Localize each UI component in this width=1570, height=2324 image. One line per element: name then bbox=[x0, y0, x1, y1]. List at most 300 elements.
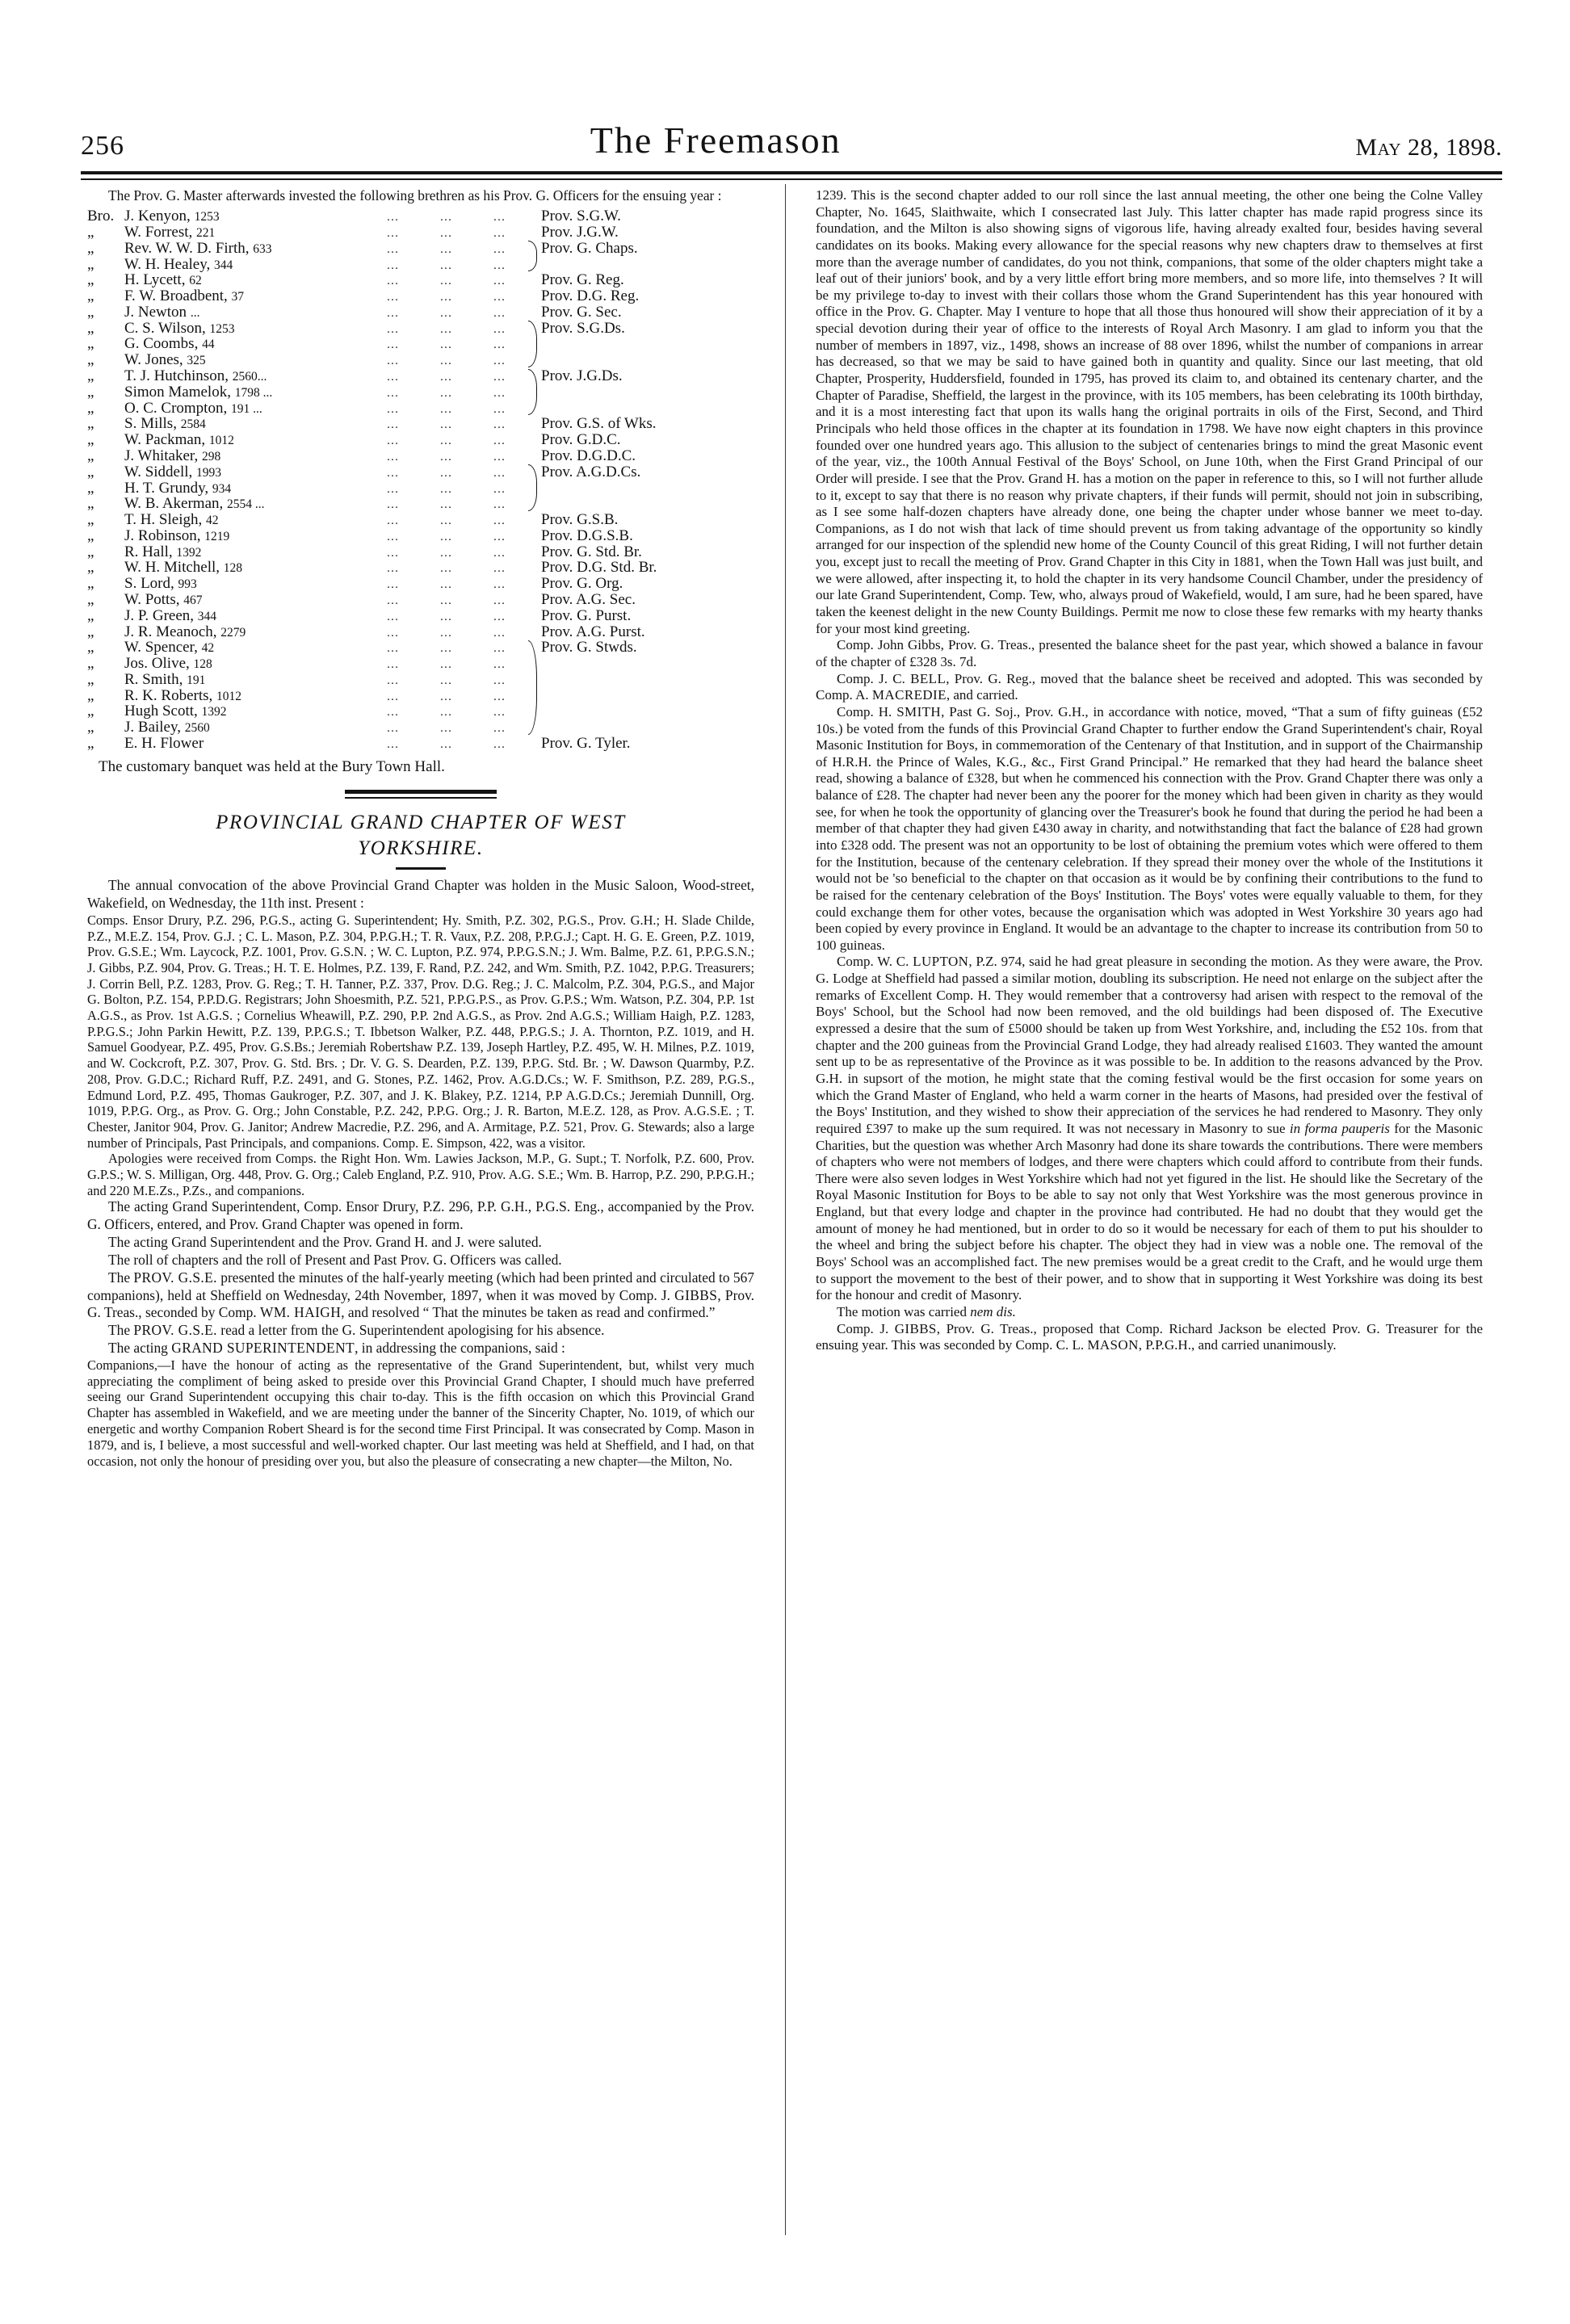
roster-prefix: „ bbox=[87, 447, 94, 464]
roster-row bbox=[87, 736, 754, 752]
roster-name: T. H. Sleigh, 42 bbox=[124, 511, 219, 529]
roster-office: Prov. D.G. Reg. bbox=[541, 287, 640, 305]
roster-leader: … bbox=[493, 322, 507, 336]
roster-prefix: „ bbox=[87, 655, 94, 673]
roster-lodge-number: 2584 bbox=[180, 417, 206, 432]
roster-leader: … bbox=[386, 371, 401, 384]
roster-leader: … bbox=[493, 258, 507, 272]
roster-name: W. Potts, 467 bbox=[124, 590, 203, 608]
roster-office: Prov. S.G.W. bbox=[541, 208, 621, 225]
roster-brace-slot bbox=[527, 272, 541, 288]
latin-phrase: in forma pauperis bbox=[1289, 1120, 1390, 1136]
curly-brace-icon bbox=[528, 464, 537, 510]
roster-prefix: „ bbox=[87, 543, 94, 560]
roster-prefix: „ bbox=[87, 479, 94, 497]
roster-row bbox=[87, 464, 754, 480]
paragraph-balance-sheet: Comp. John Gibbs, Prov. G. Treas., presented the balance sheet for the past year, which showed a balance in favour of the chapter of £328 3s. 7d. bbox=[816, 637, 1483, 669]
roster-leader: … bbox=[386, 418, 401, 432]
roster-leader: … bbox=[493, 722, 507, 736]
speaker-name: MASON bbox=[1087, 1337, 1139, 1353]
roster-group-office: Prov. A.G.D.Cs. bbox=[541, 463, 641, 480]
paragraph-motion-carried: The motion was carried nem dis. bbox=[837, 1303, 1016, 1319]
roster-leader: … bbox=[439, 291, 454, 304]
roster-lodge-number: 62 bbox=[189, 274, 202, 288]
roster-brace-slot bbox=[527, 288, 541, 304]
paragraph-roll-call: The roll of chapters and the roll of Present and Past Prov. G. Officers was called. bbox=[108, 1251, 562, 1268]
masthead bbox=[81, 97, 1502, 162]
roster-row bbox=[87, 304, 754, 321]
roster-leader: … bbox=[386, 642, 401, 656]
roster-leader: … bbox=[493, 562, 507, 576]
roster-brace-slot bbox=[527, 416, 541, 432]
roster-leader: … bbox=[386, 738, 401, 752]
roster-leader: … bbox=[439, 211, 454, 224]
roster-prefix: „ bbox=[87, 239, 94, 257]
roster-name: W. H. Healey, 344 bbox=[124, 255, 233, 273]
paragraph-smith-motion: Comp. H. SMITH, Past G. Soj., Prov. G.H., in accordance with notice, moved, “That a sum of fifty guineas (£52 10s.) be voted from the funds of this Provincial Grand Chapter to further endow the Grand Superintendent's chair, Royal Masonic Institution for Boys, in commemoration of the Centenary of that Institution, and in support of the Chairmanship of H.R.H. the Prince of Wales, K.G., &c., First Grand Principal.” He remarked that they had heard the balance sheet read, showing a balance of £328, but when he commenced his connection with the Prov. Grand Chapter there was only a balance of £28. The chapter had never been any the poorer for the money which had been given in charity as they would see, for when he took the opportunity of glancing over the Treasurer's book he found that during the period he had been a member of that chapter they had given £430 away in charity, and notwithstanding that fact the balance of £28 had grown into £328 odd. The present was not an opportunity to be lost of obtaining the premium votes which were offered to them for the Institution, because of the centenary celebration. If they spread their money over the whole of the Institutions it would not be 'so beneficial to the chapter on that occasion as it would be by confining their contributions to the fund to be raised for the centenary celebration of the Boys' Institution. The Boys' votes were equally valuable to them, for they could exchange them for other votes, because the organisation which was adopted in West Yorkshire 30 years ago had been copied by every province in England. It would be an advantage to the chapter to increase its contribution from 50 to 100 guineas. bbox=[816, 703, 1483, 953]
roster-leader: … bbox=[493, 275, 507, 288]
roster-leader: … bbox=[386, 338, 401, 352]
roster-prefix: „ bbox=[87, 415, 94, 433]
roster-office: Prov. G. Purst. bbox=[541, 606, 632, 624]
roster-lodge-number: ... bbox=[190, 305, 200, 320]
roster-lodge-number: 2560... bbox=[232, 370, 267, 384]
roster-brace-slot bbox=[527, 543, 541, 560]
curly-brace-icon bbox=[528, 241, 537, 271]
roster-name: W. Siddell, 1993 bbox=[124, 463, 222, 480]
roster-brace-slot bbox=[527, 527, 541, 543]
roster-prefix: „ bbox=[87, 383, 94, 401]
roster-leader: … bbox=[439, 338, 454, 352]
roster-prefix: „ bbox=[87, 255, 94, 273]
roster-leader: … bbox=[493, 642, 507, 656]
roster-lodge-number: 1012 bbox=[216, 689, 241, 703]
banquet-note: The customary banquet was held at the Bury Town Hall. bbox=[99, 758, 445, 776]
paragraph-address-intro: The acting GRAND SUPERINTENDENT, in addressing the companions, said : bbox=[108, 1340, 565, 1357]
roster-lodge-number: 633 bbox=[253, 241, 272, 256]
paragraph-apologies: Apologies were received from Comps. the Right Hon. Wm. Lawies Jackson, M.P., G. Supt.; T. Norfolk, P.Z. 600, Prov. G.P.S.; W. S. Milligan, Org. 448, Prov. G. Org.; Caleb England, P.Z. 910, Prov. A.G. S.E.; Wm. B. Harrop, P.Z. 290, P.P.G.H.; and 220 M.E.Zs., P.Zs., and companions. bbox=[87, 1151, 754, 1198]
roster-leader: … bbox=[386, 258, 401, 272]
roster-leader: … bbox=[439, 642, 454, 656]
roster-leader: … bbox=[439, 562, 454, 576]
roster-leader: … bbox=[493, 706, 507, 719]
roster-leader: … bbox=[493, 434, 507, 448]
roster-row bbox=[87, 560, 754, 576]
roster-leader: … bbox=[386, 562, 401, 576]
left-column bbox=[87, 187, 754, 1469]
roster-name: W. H. Mitchell, 128 bbox=[124, 559, 243, 577]
roster-lodge-number: 1219 bbox=[204, 529, 230, 543]
curly-brace-icon bbox=[528, 640, 537, 735]
roster-name: S. Mills, 2584 bbox=[124, 415, 206, 433]
roster-name: T. J. Hutchinson, 2560... bbox=[124, 367, 267, 385]
roster-group-brace bbox=[527, 320, 541, 367]
roster-prefix: „ bbox=[87, 224, 94, 241]
roster-name: J. P. Green, 344 bbox=[124, 606, 217, 624]
roster-prefix: „ bbox=[87, 287, 94, 305]
roster-leader: … bbox=[386, 354, 401, 368]
column-divider bbox=[785, 184, 786, 2235]
roster-group-office: Prov. S.G.Ds. bbox=[541, 319, 625, 337]
roster-leader: … bbox=[493, 306, 507, 320]
right-column bbox=[816, 187, 1483, 1354]
roster-lodge-number: 1993 bbox=[196, 465, 222, 480]
roster-leader: … bbox=[493, 690, 507, 703]
roster-lodge-number: 44 bbox=[202, 338, 215, 352]
roster-name: H. Lycett, 62 bbox=[124, 271, 202, 289]
roster-lodge-number: 934 bbox=[212, 481, 232, 496]
roster-row bbox=[87, 432, 754, 448]
roster-prefix: „ bbox=[87, 575, 94, 593]
roster-leader: … bbox=[439, 402, 454, 416]
section-subrule bbox=[396, 867, 446, 870]
roster-leader: … bbox=[493, 354, 507, 368]
roster-prefix: „ bbox=[87, 351, 94, 369]
roster-row bbox=[87, 640, 754, 656]
roster-group-office: Prov. J.G.Ds. bbox=[541, 367, 623, 385]
roster-name: W. Forrest, 221 bbox=[124, 224, 216, 241]
roster-office: Prov. G. Org. bbox=[541, 575, 623, 593]
roster-lodge-number: 42 bbox=[201, 641, 215, 656]
roster-leader: … bbox=[493, 578, 507, 592]
roster-leader: … bbox=[386, 594, 401, 607]
roster-leader: … bbox=[493, 658, 507, 672]
roster-lodge-number: 37 bbox=[231, 290, 245, 304]
roster-office: Prov. D.G.S.B. bbox=[541, 526, 633, 544]
roster-lodge-number: 1012 bbox=[208, 434, 234, 448]
roster-name: R. Smith, 191 bbox=[124, 670, 206, 688]
roster-leader: … bbox=[493, 418, 507, 432]
paragraph-treasurer-election: Comp. J. GIBBS, Prov. G. Treas., proposed that Comp. Richard Jackson be elected Prov. G. Treasurer for the ensuing year. This was seconded by Comp. C. L. MASON, P.P.G.H., and carried unanimously. bbox=[816, 1320, 1483, 1353]
roster-lodge-number: 467 bbox=[183, 593, 203, 607]
roster-brace-slot bbox=[527, 607, 541, 623]
paragraph-present-companions: Comps. Ensor Drury, P.Z. 296, P.G.S., acting G. Superintendent; Hy. Smith, P.Z. 302, P.G.S., Prov. G.H.; H. Slade Childe, P.Z., M.E.Z. 154, Prov. G.J. ; C. L. Mason, P.Z. 304, P.P.G.H.; T. R. Vaux, P.Z. 208, P.P.G.J.; Capt. H. G. E. Green, P.Z. 1019, Prov. G.S.E.; Wm. Laycock, P.Z. 1001, Prov. G.S.N. ; W. C. Lupton, P.Z. 974, P.P.G.S.N.; J. Wm. Balme, P.Z. 61, P.P.G.S.N.; J. Gibbs, P.Z. 904, Prov. G. Treas.; H. T. E. Holmes, P.Z. 139, F. Rand, P.Z. 242, and Wm. Smith, P.Z. 1042, P.P.G. Treasurers; J. Corrin Bell, P.Z. 1283, Prov. G. Reg.; T. H. Tanner, P.Z. 337, Prov. D.G. Reg.; J. C. Malcolm, P.Z. 304, P.G.S., and Major G. Bolton, P.Z. 154, P.P.D.G. Registrars; John Shoesmith, P.Z. 521, P.P.G.P.S., as Prov. G.P.S.; Wm. Watson, P.Z. 304, P.P. 1st A.G.S., as Prov. 1st A.G.S. ; Cornelius Wheawill, P.Z. 290, P.P. 2nd A.G.S., as Prov. 2nd A.G.S.; William Haigh, P.Z. 1283, P.P.G.S.; John Parkin Hewitt, P.Z. 139, P.P.G.S.; T. Ibbetson Walker, P.Z. 448, P.P.G.S.; J. A. Thornton, P.Z. 1019, and H. Samuel Goodyear, P.Z. 495, Prov. G.S.Bs.; Jeremiah Robertshaw P.Z. 139, Joseph Hartley, P.Z. 495, W. H. Milnes, P.Z. 1019, and W. Cockcroft, P.Z. 307, Prov. G. Std. Brs. ; Dr. V. G. S. Dearden, P.Z. 139, P.P.G. Std. Br. ; W. Dawson Quarmby, P.Z. 208, Prov. G.D.C.; Richard Ruff, P.Z. 2491, and G. Stones, P.Z. 1462, Prov. A.G.D.Cs.; W. F. Smithson, P.Z. 289, P.G.S., Edmund Lord, P.Z. 495, Thomas Gaukroger, P.Z. 307, and J. K. Blakey, P.Z. 1214, P.P A.G.D.Cs.; Jeremiah Dunnill, Org. 1019, P.P.G. Org., as Prov. G. Org.; John Constable, P.Z. 242, P.P.G. Org.; J. R. Barton, M.E.Z. 128, as Prov. A.G.S.E. ; T. Chester, Janitor 904, Prov. G. Janitor; Andrew Macredie, P.Z. 296, and A. Armitage, P.Z. 521, Prov. G. Stewards; also a large number of Principals, Past Principals, and companions. Comp. E. Simpson, 422, was a visitor. bbox=[87, 912, 754, 1151]
roster-lodge-number: 191 bbox=[187, 673, 206, 687]
roster-leader: … bbox=[493, 610, 507, 623]
roster-leader: … bbox=[386, 466, 401, 480]
roster-leader: … bbox=[439, 322, 454, 336]
roster-prefix: „ bbox=[87, 703, 94, 720]
roster-leader: … bbox=[439, 514, 454, 528]
roster-brace-slot bbox=[527, 736, 541, 752]
roster-leader: … bbox=[493, 466, 507, 480]
roster-lodge-number: 1253 bbox=[209, 321, 235, 336]
section-heading-line-2: YORKSHIRE. bbox=[358, 837, 484, 860]
roster-leader: … bbox=[493, 626, 507, 640]
roster-leader: … bbox=[386, 450, 401, 464]
roster-leader: … bbox=[386, 306, 401, 320]
roster-row bbox=[87, 320, 754, 336]
curly-brace-icon bbox=[528, 369, 537, 415]
roster-leader: … bbox=[493, 594, 507, 607]
roster-leader: … bbox=[493, 338, 507, 352]
roster-leader: … bbox=[439, 482, 454, 496]
roster-leader: … bbox=[386, 211, 401, 224]
roster-group-office: Prov. G. Stwds. bbox=[541, 639, 637, 657]
roster-leader: … bbox=[439, 498, 454, 512]
roster-group-brace bbox=[527, 640, 541, 736]
roster-lodge-number: 221 bbox=[196, 226, 216, 241]
roster-leader: … bbox=[493, 482, 507, 496]
roster-name: F. W. Broadbent, 37 bbox=[124, 287, 245, 305]
latin-phrase: nem dis. bbox=[970, 1303, 1016, 1319]
speaker-name: GRAND SUPERINTENDENT bbox=[171, 1340, 355, 1357]
roster-name: C. S. Wilson, 1253 bbox=[124, 319, 235, 337]
roster-brace-slot bbox=[527, 304, 541, 321]
paragraph-letter: The PROV. G.S.E. read a letter from the G. Superintendent apologising for his absence. bbox=[108, 1322, 605, 1339]
roster-leader: … bbox=[439, 722, 454, 736]
roster-leader: … bbox=[386, 275, 401, 288]
roster-lodge-number: 344 bbox=[197, 609, 217, 623]
roster-leader: … bbox=[493, 402, 507, 416]
roster-brace-slot bbox=[527, 512, 541, 528]
roster-prefix: „ bbox=[87, 526, 94, 544]
roster-prefix: „ bbox=[87, 367, 94, 385]
roster-office: Prov. J.G.W. bbox=[541, 224, 619, 241]
roster-leader: … bbox=[386, 498, 401, 512]
roster-lodge-number: 2279 bbox=[220, 625, 246, 640]
speaker-name: BELL bbox=[910, 670, 947, 686]
roster-lodge-number: 191 ... bbox=[230, 401, 262, 416]
roster-name: J. Whitaker, 298 bbox=[124, 447, 221, 464]
roster-row bbox=[87, 623, 754, 640]
roster-office: Prov. G. Std. Br. bbox=[541, 543, 642, 560]
speaker-name: WM. HAIGH bbox=[260, 1304, 342, 1321]
paragraph-minutes: The PROV. G.S.E. presented the minutes of the half-yearly meeting (which had been printed and circulated to 567 companions), held at Sheffield on Wednesday, 24th November, 1897, when it was moved by Comp. J. GIBBS, Prov. G. Treas., seconded by Comp. WM. HAIGH, and resolved “ That the minutes be taken as read and confirmed.” bbox=[87, 1269, 754, 1321]
roster-lodge-number: 128 bbox=[193, 657, 212, 672]
roster-name: J. Kenyon, 1253 bbox=[124, 208, 220, 225]
speaker-name: GIBBS bbox=[674, 1286, 718, 1303]
roster-row bbox=[87, 368, 754, 384]
roster-name: J. Bailey, 2560 bbox=[124, 719, 210, 736]
roster-leader: … bbox=[493, 738, 507, 752]
roster-lodge-number: 2560 bbox=[184, 721, 210, 736]
roster-leader: … bbox=[386, 291, 401, 304]
roster-office: Prov. G.S. of Wks. bbox=[541, 415, 657, 433]
curly-brace-icon bbox=[528, 321, 537, 367]
roster-lodge-number: 1392 bbox=[176, 545, 202, 560]
roster-name: O. C. Crompton, 191 ... bbox=[124, 399, 262, 417]
roster-leader: … bbox=[386, 722, 401, 736]
roster-brace-slot bbox=[527, 623, 541, 640]
roster-prefix: „ bbox=[87, 463, 94, 480]
roster-leader: … bbox=[386, 690, 401, 703]
roster-leader: … bbox=[439, 706, 454, 719]
section-heading bbox=[87, 810, 754, 862]
paragraph-superintendent-address: Companions,—I have the honour of acting as the representative of the Grand Superintendent, but, whilst very much appreciating the compliment of being asked to preside over this Provincial Grand Chapter, I should much have preferred seeing our Grand Superintendent occupying this chair to-day. This is the fifth occasion on which this Provincial Grand Chapter has assembled in Wakefield, and we are meeting under the banner of the Sincerity Chapter, No. 1019, of which our energetic and worthy Companion Robert Sheard is for the second time First Principal. It was consecrated by Comp. Mason in 1879, and is, I believe, a most successful and well-worked chapter. Our last meeting was held at Sheffield, and I had, on that occasion, not only the honour of presiding over you, but also the pleasure of consecrating a new chapter—the Milton, No. bbox=[87, 1357, 754, 1469]
roster-leader: … bbox=[493, 514, 507, 528]
roster-prefix: „ bbox=[87, 719, 94, 736]
roster-lodge-number: 325 bbox=[187, 354, 206, 368]
page-folio-number: 256 bbox=[81, 131, 124, 161]
roster-leader: … bbox=[386, 658, 401, 672]
roster-brace-slot bbox=[527, 432, 541, 448]
roster-lodge-number: 1392 bbox=[201, 705, 227, 719]
roster-lodge-number: 298 bbox=[201, 449, 221, 464]
roster-leader: … bbox=[439, 242, 454, 256]
roster-office: Prov. G.S.B. bbox=[541, 511, 619, 529]
roster-leader: … bbox=[439, 626, 454, 640]
roster-lodge-number: 1253 bbox=[194, 210, 220, 224]
roster-leader: … bbox=[386, 578, 401, 592]
speaker-name: GIBBS bbox=[894, 1320, 937, 1336]
roster-prefix: „ bbox=[87, 590, 94, 608]
roster-leader: … bbox=[386, 546, 401, 560]
roster-lodge-number: 1798 ... bbox=[234, 385, 273, 400]
roster-leader: … bbox=[386, 434, 401, 448]
roster-leader: … bbox=[493, 498, 507, 512]
roster-row bbox=[87, 272, 754, 288]
roster-leader: … bbox=[386, 610, 401, 623]
speaker-name: PROV. G.S.E. bbox=[133, 1269, 217, 1286]
roster-name: Simon Mamelok, 1798 ... bbox=[124, 383, 273, 401]
roster-name: W. Spencer, 42 bbox=[124, 639, 215, 657]
roster-brace-slot bbox=[527, 448, 541, 464]
roster-leader: … bbox=[439, 610, 454, 623]
roster-leader: … bbox=[439, 738, 454, 752]
roster-leader: … bbox=[439, 466, 454, 480]
roster-office: Prov. D.G.D.C. bbox=[541, 447, 636, 464]
roster-office: Prov. A.G. Purst. bbox=[541, 623, 645, 640]
roster-prefix: „ bbox=[87, 559, 94, 577]
roster-lodge-number: 128 bbox=[223, 561, 243, 576]
roster-prefix: „ bbox=[87, 511, 94, 529]
speaker-name: MACREDIE bbox=[871, 687, 947, 703]
roster-office: Prov. G. Sec. bbox=[541, 303, 622, 321]
roster-brace-slot bbox=[527, 208, 541, 224]
roster-leader: … bbox=[493, 450, 507, 464]
roster-group-brace bbox=[527, 368, 541, 416]
roster-name: Rev. W. W. D. Firth, 633 bbox=[124, 239, 272, 257]
roster-leader: … bbox=[439, 673, 454, 687]
paragraph-salute: The acting Grand Superintendent and the Prov. Grand H. and J. were saluted. bbox=[108, 1234, 542, 1250]
roster-leader: … bbox=[439, 658, 454, 672]
roster-row bbox=[87, 288, 754, 304]
paragraph-address-continued: 1239. This is the second chapter added to our roll since the last annual meeting, the other one being the Colne Valley Chapter, No. 1645, Slaithwaite, which I consecrated last July. This latter chapter has made rapid progress since its foundation, and the Milton is also showing signs of vigorous life, having already exalted four, besides having several candidates on its books. Making every allowance for the special reasons why new chapters draw to themselves at first more than the average number of candidates, do you not think, companions, that some of the older chapters might take a leaf out of their juniors' book, and by a very little effort bring more members, and so more life, into themselves ? It will be my privilege to-day to invest with their collars those whom the Grand Superintendent has this year honoured with office in the Prov. G. Chapter. May I venture to hope that all those thus honoured will show their appreciation of it by a special devotion during their year of office to the interests of Royal Arch Masonry. I am glad to inform you that the number of members in 1897, viz., 1498, shows an increase of 88 over 1896, whilst the number of companions in arrear has decreased, so that we may be said to have gained both in quantity and quality. Since our last meeting, that old Chapter, Prosperity, Huddersfield, founded in 1795, has proved its claim to, and obtained its centenary charter, and the Chapter of Paradise, Sheffield, the largest in the province, with its 105 members, has been celebrating its 100th birthday, and it is a most interesting fact that upon its walls hang the original portraits in oils of the First, Second, and Third Principals who held those offices in the chapter at its foundation in 1798. We have now eight chapters in this province founded over one hundred years ago. This allusion to the subject of centenaries brings to mind the great Masonic event of the year, viz., the 100th Annual Festival of the Boys' School, on June 10th, when the First Grand Principal of our Order will preside. I see that the Prov. Grand H. has a motion on the paper in reference to this, so I will not further allude to it, except to say that there is no reason why private chapters, if their funds will permit, should not join in subscribing, as I see some half-dozen chapters have already done, one being the chapter under whose banner we meet to-day. Companions, as I do not wish that lack of time should prevent us from taking advantage of the opportunity so kindly arranged for our inspection of the splendid new home of the County Council of this great Riding, I will not further detain you, except just to recall the meeting of Prov. Grand Chapter in this City in 1881, when the Town Hall was just built, and we were allowed, after inspecting it, to hold the chapter in its very handsome Council Chamber, under the presidency of our late Grand Superintendent, Comp. Tew, who, always proud of Wakefield, would, I am sure, had he been spared, have taken the keenest delight in the new County Buildings. Permit me now to close these few remarks with my hearty thanks for your most kind greeting. bbox=[816, 187, 1483, 636]
roster-leader: … bbox=[439, 418, 454, 432]
roster-brace-slot bbox=[527, 576, 541, 592]
roster-leader: … bbox=[439, 546, 454, 560]
roster-name: W. B. Akerman, 2554 ... bbox=[124, 495, 265, 513]
publication-title: The Freemason bbox=[590, 120, 842, 161]
roster-prefix: „ bbox=[87, 303, 94, 321]
section-rule bbox=[345, 790, 497, 799]
roster-leader: … bbox=[493, 242, 507, 256]
roster-lodge-number: 42 bbox=[205, 514, 219, 528]
paragraph-opening: The acting Grand Superintendent, Comp. Ensor Drury, P.Z. 296, P.P. G.H., P.G.S. Eng., accompanied by the Prov. G. Officers, entered, and Prov. Grand Chapter was opened in form. bbox=[87, 1198, 754, 1233]
speaker-name: SMITH bbox=[896, 703, 942, 719]
roster-group-brace bbox=[527, 464, 541, 511]
roster-leader: … bbox=[493, 371, 507, 384]
roster-prefix: „ bbox=[87, 606, 94, 624]
roster-name: H. T. Grundy, 934 bbox=[124, 479, 232, 497]
roster-name: G. Coombs, 44 bbox=[124, 335, 215, 353]
roster-lodge-number: 2554 ... bbox=[227, 497, 265, 512]
roster-leader: … bbox=[493, 291, 507, 304]
roster-row bbox=[87, 576, 754, 592]
roster-name: R. K. Roberts, 1012 bbox=[124, 686, 241, 704]
roster-leader: … bbox=[386, 482, 401, 496]
roster-leader: … bbox=[439, 530, 454, 543]
roster-leader: … bbox=[386, 514, 401, 528]
paragraph-convocation: The annual convocation of the above Provincial Grand Chapter was holden in the Music Saloon, Wood-street, Wakefield, on Wednesday, the 11th inst. Present : bbox=[87, 877, 754, 912]
roster-group-brace bbox=[527, 240, 541, 272]
roster-name: Jos. Olive, 128 bbox=[124, 655, 212, 673]
roster-leader: … bbox=[386, 322, 401, 336]
roster-prefix: „ bbox=[87, 495, 94, 513]
masthead-rule bbox=[81, 171, 1502, 180]
roster-name: R. Hall, 1392 bbox=[124, 543, 202, 560]
section-heading-line-1: PROVINCIAL GRAND CHAPTER OF WEST bbox=[216, 812, 626, 834]
roster-brace-slot bbox=[527, 592, 541, 608]
roster-leader: … bbox=[439, 434, 454, 448]
speaker-name: LUPTON bbox=[913, 954, 969, 970]
roster-office: Prov. D.G. Std. Br. bbox=[541, 559, 657, 577]
roster-leader: … bbox=[439, 578, 454, 592]
roster-office: Prov. G.D.C. bbox=[541, 431, 621, 449]
roster-row bbox=[87, 607, 754, 623]
roster-prefix: Bro. bbox=[87, 208, 115, 225]
roster-row bbox=[87, 208, 754, 224]
speaker-name: PROV. G.S.E. bbox=[133, 1322, 217, 1339]
roster-name: J. R. Meanoch, 2279 bbox=[124, 623, 246, 640]
roster-office: Prov. G. Reg. bbox=[541, 271, 624, 289]
roster-leader: … bbox=[386, 242, 401, 256]
roster-leader: … bbox=[439, 227, 454, 241]
roster-leader: … bbox=[439, 258, 454, 272]
roster-leader: … bbox=[493, 386, 507, 400]
roster-brace-slot bbox=[527, 560, 541, 576]
roster-leader: … bbox=[439, 275, 454, 288]
roster-office: Prov. A.G. Sec. bbox=[541, 590, 636, 608]
roster-prefix: „ bbox=[87, 335, 94, 353]
issue-date: May 28, 1898. bbox=[1355, 134, 1502, 161]
roster-leader: … bbox=[386, 530, 401, 543]
roster-name: S. Lord, 993 bbox=[124, 575, 197, 593]
roster-prefix: „ bbox=[87, 431, 94, 449]
roster-row bbox=[87, 543, 754, 560]
roster-prefix: „ bbox=[87, 271, 94, 289]
roster-prefix: „ bbox=[87, 399, 94, 417]
roster-prefix: „ bbox=[87, 686, 94, 704]
roster-leader: … bbox=[386, 706, 401, 719]
investiture-intro: The Prov. G. Master afterwards invested the following brethren as his Prov. G. Officers for the ensuing year : bbox=[108, 187, 722, 203]
roster-row bbox=[87, 416, 754, 432]
roster-row bbox=[87, 527, 754, 543]
roster-prefix: „ bbox=[87, 639, 94, 657]
roster-leader: … bbox=[439, 306, 454, 320]
roster-leader: … bbox=[493, 211, 507, 224]
roster-prefix: „ bbox=[87, 670, 94, 688]
roster-leader: … bbox=[493, 530, 507, 543]
roster-leader: … bbox=[439, 450, 454, 464]
roster-name: J. Newton ... bbox=[124, 303, 200, 321]
roster-leader: … bbox=[439, 690, 454, 703]
roster-office: Prov. G. Tyler. bbox=[541, 735, 631, 753]
roster-name: W. Packman, 1012 bbox=[124, 431, 234, 449]
roster-leader: … bbox=[386, 227, 401, 241]
roster-leader: … bbox=[493, 227, 507, 241]
roster-leader: … bbox=[493, 546, 507, 560]
roster-leader: … bbox=[386, 386, 401, 400]
roster-name: W. Jones, 325 bbox=[124, 351, 206, 369]
paragraph-balance-adopted: Comp. J. C. BELL, Prov. G. Reg., moved that the balance sheet be received and adopted. This was seconded by Comp. A. MACREDIE, and carried. bbox=[816, 670, 1483, 703]
roster-lodge-number: 993 bbox=[178, 577, 197, 592]
paragraph-lupton-seconding: Comp. W. C. LUPTON, P.Z. 974, said he had great pleasure in seconding the motion. As they were aware, the Prov. G. Lodge at Sheffield had passed a similar motion, doubling its subscription. He need not enlarge on the subject after the remarks of Excellent Comp. H. They would remember that a controversy had arisen with respect to the removal of the Boys' School, but the School had now been removed, and the old buildings had been disposed of. The Executive expressed a desire that the sum of £5000 should be taken up from West Yorkshire, and, including the £52 10s. from that chapter and the 200 guineas from the Provincial Grand Lodge, they had already realised £1603. They wanted the amount sent up to be as representative of the Province as it was possible to be. In addition to the reasons advanced by the Prov. G.H. in supsort of the motion, he might state that the coming festival would be the first occasion for some years on which the Grand Master of England, who held a warm corner in the hearts of Masons, had presided over the festival of the Boys' Institution, and they wished to show their appreciation of the services he had rendered to Masonry. They only required £397 to make up the sum required. It was not necessary in Masonry to sue in forma pauperis for the Masonic Charities, but the question was whether Arch Masonry had done its share towards the contributions. There were members of chapters who were not members of lodges, and there were chapters which could afford to contribute from their funds. There were also seven lodges in West Yorkshire which had not yet figured in the list. He should like the Secretary of the Royal Masonic Institution for Boys to be able to say not only that West Yorkshire was the most generous province in England, but that every lodge and chapter in the province had contributed. He had no doubt that they would get the amount of money he had mentioned, but in order to do so it would be necessary for each of them to put his shoulder to the wheel and bring the subject before his chapter. The object they had in view was a noble one. The removal of the Boys' School was an accomplished fact. The new premises would be a great credit to the Craft, and he would urge them to support the movement to the best of their power, and to show that in supporting it West Yorkshire was doing its best for the honour and credit of Masonry. bbox=[816, 954, 1483, 1303]
roster-row bbox=[87, 224, 754, 241]
roster-leader: … bbox=[439, 371, 454, 384]
roster-name: J. Robinson, 1219 bbox=[124, 526, 230, 544]
